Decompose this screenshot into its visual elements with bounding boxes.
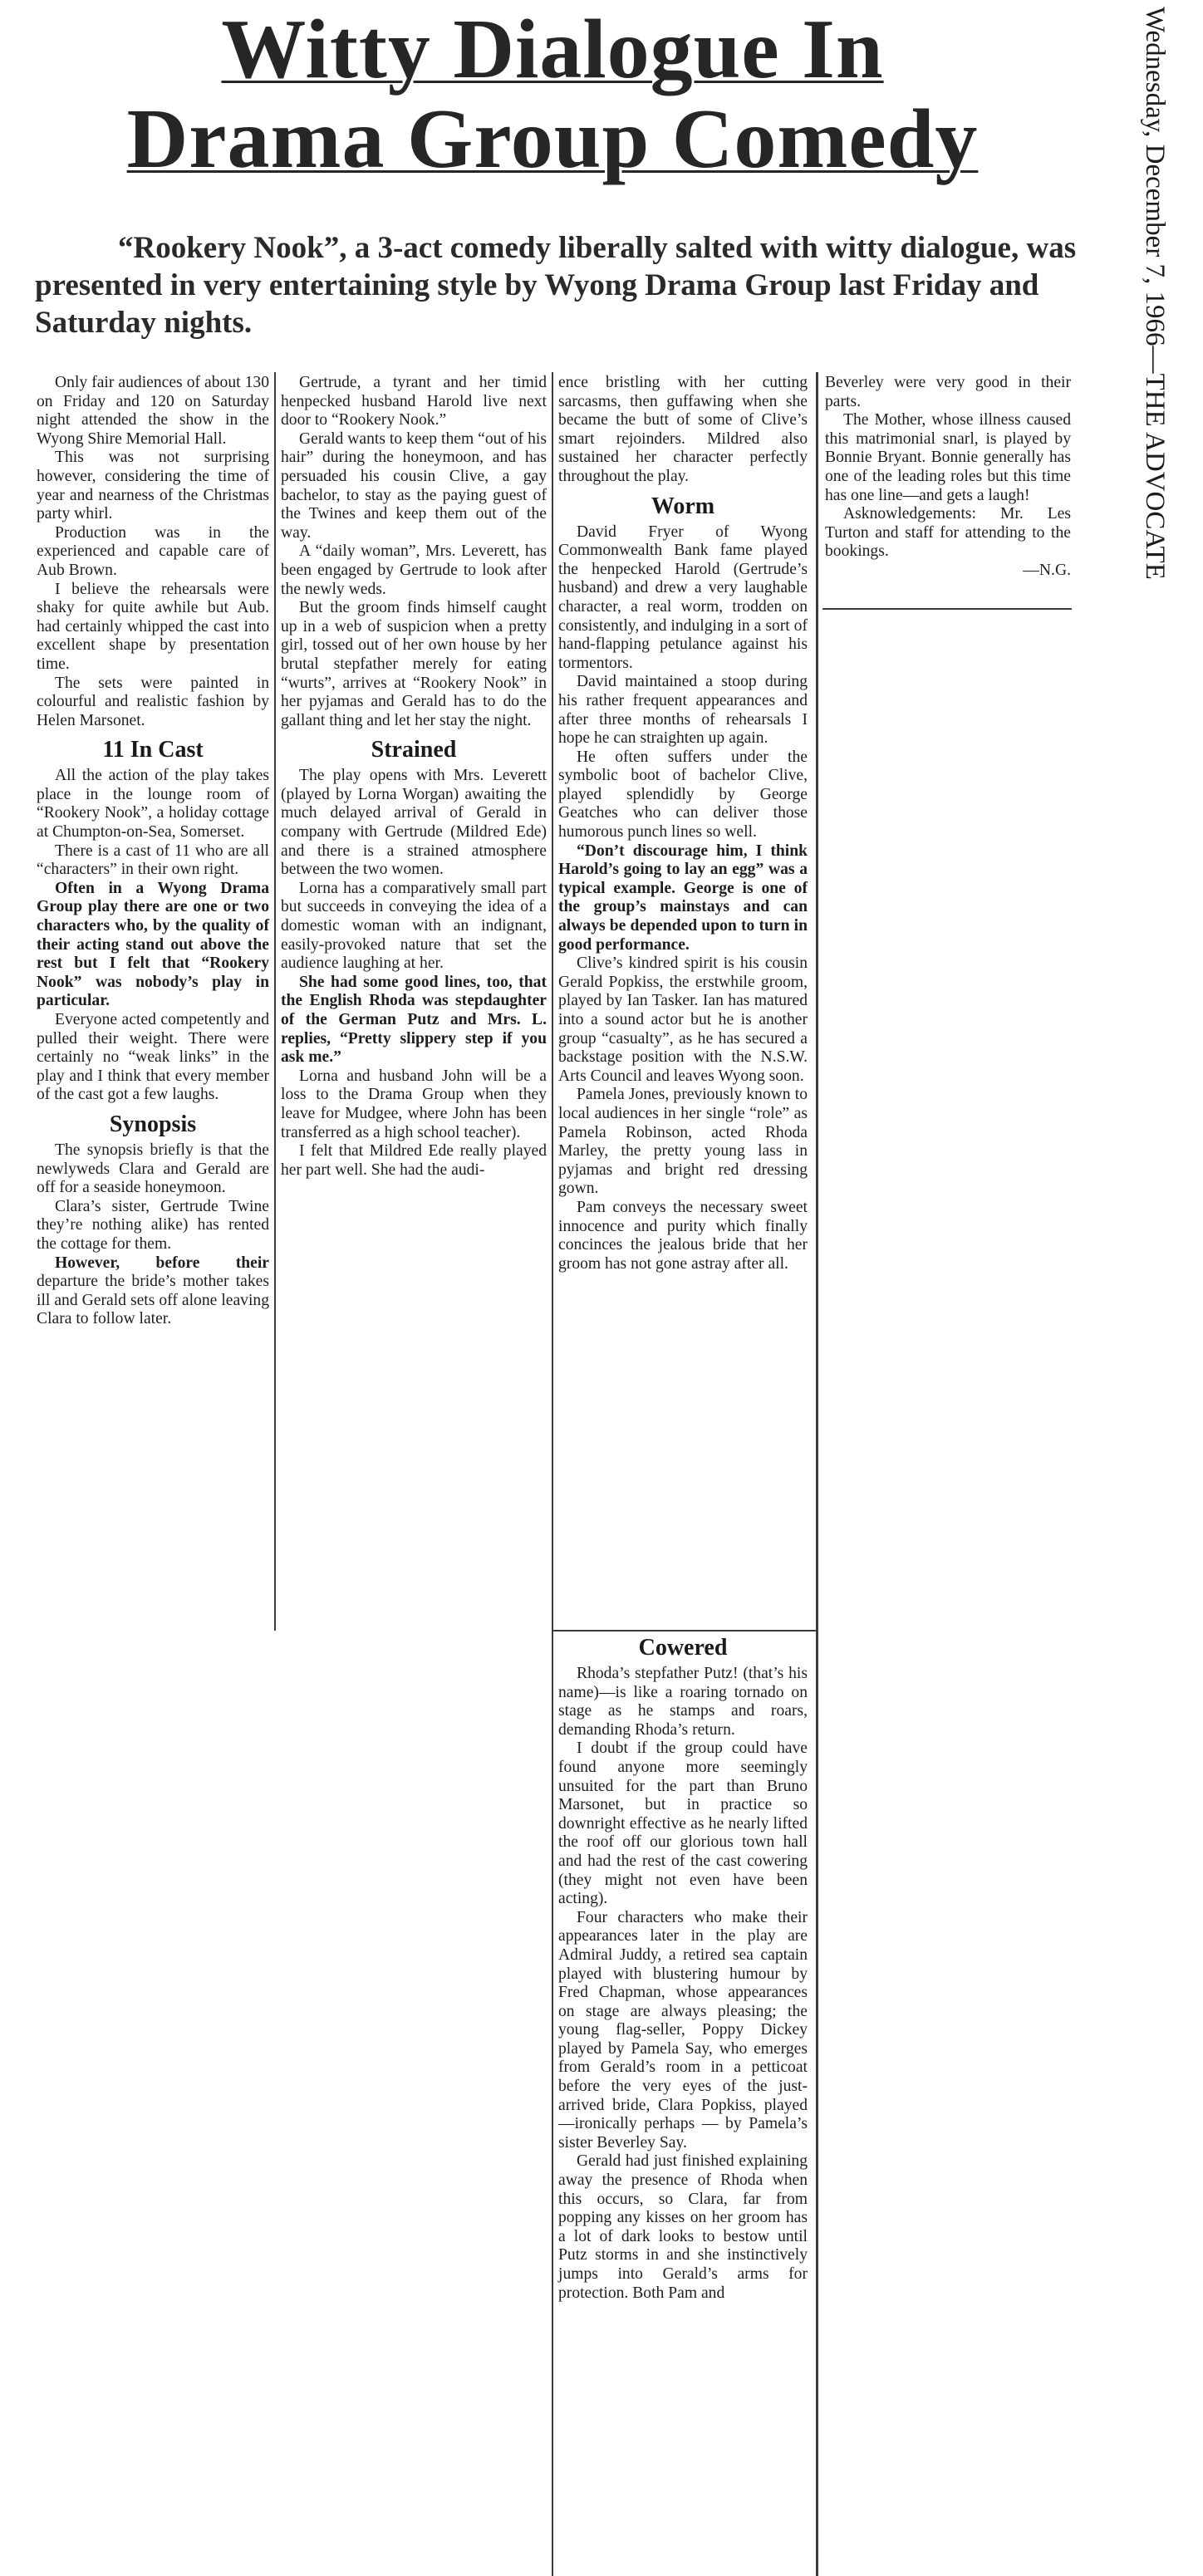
article-column-3: [558, 374, 808, 1273]
cowered-box-rule-right: [816, 1630, 818, 2576]
paragraph-rest: departure the bride’s mother takes ill and Gerald sets off alone leaving Clara to follow later.: [37, 1273, 269, 1328]
paragraph: Everyone acted competently and pulled their weight. There were certainly no “weak links” in the play and I think that every member of the cast got a few laughs.: [37, 1011, 269, 1104]
sidebar-dateline: Wednesday, December 7, 1966—THE ADVOCATE: [1140, 7, 1170, 580]
paragraph-bold: She had some good lines, too, that the English Rhoda was stepdaughter of the German Putz and Mrs. L. replies, “Pretty slippery step if you ask me.”: [281, 973, 547, 1067]
subheading-11-in-cast: 11 In Cast: [102, 737, 204, 763]
paragraph: But the groom finds himself caught up in a web of suspicion when a pretty girl, tossed out of her own house by her brutal stepfather merely for eating “wurts”, arrives at “Rookery Nook” in her pyjamas and Gerald has to do the gallant thing and let her stay the night.: [281, 599, 547, 729]
paragraph: Lorna and husband John will be a loss to the Drama Group when they leave for Mudgee, where John has been transferred as a high school teacher).: [281, 1067, 547, 1141]
headline-line-2: Drama Group Comedy: [126, 92, 979, 186]
subheading-strained: Strained: [371, 737, 457, 763]
deck-intro: “Rookery Nook”, a 3-act comedy liberally salted with witty dialogue, was presented in very entertaining style by Wyong Drama Group last Friday and Saturday nights.: [35, 231, 1077, 340]
cowered-box-rule-left: [552, 1630, 553, 2576]
paragraph: Gertrude, a tyrant and her timid henpecked husband Harold live next door to “Rookery Nook.”: [281, 374, 547, 429]
paragraph: Pamela Jones, previously known to local audiences in her single “role” as Pamela Robinson, acted Rhoda Marley, the pretty young lass in pyjamas and bright red dressing gown.: [558, 1086, 808, 1198]
paragraph: ence bristling with her cutting sarcasms, then guffawing when she became the butt of some of Clive’s smart rejoinders. Mildred also sustained her character perfectly throughout the play.: [558, 374, 808, 485]
paragraph: I felt that Mildred Ede really played her part well. She had the audi-: [281, 1142, 547, 1179]
subheading-synopsis: Synopsis: [109, 1111, 197, 1137]
paragraph: Clara’s sister, Gertrude Twine they’re nothing alike) has rented the cottage for them.: [37, 1197, 269, 1253]
paragraph: Gerald had just finished explaining away the presence of Rhoda when this occurs, so Clara, far from popping any kisses on her groom has a lot of dark looks to bestow until Putz storms in and she instinctively jumps into Gerald’s arms for protection. Both Pam and: [558, 2152, 808, 2302]
article-column-continuation: [558, 1635, 808, 2303]
paragraph: Beverley were very good in their parts.: [825, 374, 1071, 410]
paragraph: He often suffers under the symbolic boot of bachelor Clive, played splendidly by George Geatches who can deliver those humorous punch lines so well.: [558, 748, 808, 841]
paragraph: Asknowledgements: Mr. Les Turton and staff for attending to the bookings.: [825, 505, 1071, 561]
paragraph: Lorna has a comparatively small part but succeeds in conveying the idea of a domestic woman with an indignant, easily-provoked nature that set the audience laughing at her.: [281, 879, 547, 973]
paragraph: I doubt if the group could have found anyone more seemingly unsuited for the part than Bruno Marsonet, but in practice so downright effective as he nearly lifted the roof off our glorious town hall and had the rest of the cast cowering (they might not even have been acting).: [558, 1739, 808, 1908]
paragraph: David maintained a stoop during his rather frequent appearances and after three months of rehearsals I hope he can straighten up again.: [558, 673, 808, 748]
paragraph: The play opens with Mrs. Leverett (played by Lorna Worgan) awaiting the much delayed arrival of Gerald in company with Gertrude (Mildred Ede) and there is a strained atmosphere between the two women.: [281, 767, 547, 879]
paragraph: The synopsis briefly is that the newlyweds Clara and Gerald are off for a seaside honeymoon.: [37, 1141, 269, 1197]
paragraph: Four characters who make their appearances later in the play are Admiral Juddy, a retired sea captain played with blustering humour by Fred Chapman, whose appearances on stage are always pleasing; the young flag-seller, Poppy Dickey played by Pamela Say, who emerges from Gerald’s room in a petticoat before the very eyes of the just-arrived bride, Clara Popkiss, played—ironically perhaps — by Pamela’s sister Beverley Say.: [558, 1908, 808, 2152]
paragraph: Rhoda’s stepfather Putz! (that’s his name)—is like a roaring tornado on stage as he stamps and roars, demanding Rhoda’s return.: [558, 1665, 808, 1739]
column-rule-2: [552, 372, 553, 1631]
paragraph-bold: “Don’t discourage him, I think Harold’s going to lay an egg” was a typical example. George is one of the group’s mainstays and can always be depended upon to turn in good performance.: [558, 841, 808, 954]
paragraph: The sets were painted in colourful and realistic fashion by Helen Marsonet.: [37, 674, 269, 729]
paragraph: The Mother, whose illness caused this matrimonial snarl, is played by Bonnie Bryant. Bonnie generally has one of the leading roles but this time has one line—and gets a laugh!: [825, 411, 1071, 504]
article-column-1: [37, 374, 269, 1329]
headline: [25, 2, 1080, 186]
paragraph: David Fryer of Wyong Commonwealth Bank fame played the henpecked Harold (Gertrude’s husband) and drew a very laughable character, a real worm, trodden on consistently, and indulging in a sort of hand-flapping petulance against his tormentors.: [558, 523, 808, 672]
subheading-cowered: Cowered: [638, 1635, 728, 1661]
column-rule-4: [822, 608, 1072, 610]
paragraph: There is a cast of 11 who are all “characters” in their own right.: [37, 841, 269, 879]
paragraph: Pam conveys the necessary sweet innocence and purity which finally concinces the jealous bride that her groom has not gone astray after all.: [558, 1198, 808, 1273]
paragraph: Production was in the experienced and capable care of Aub Brown.: [37, 523, 269, 579]
bold-lead-in: However, before their: [55, 1254, 269, 1272]
cowered-box-rule-top: [552, 1630, 818, 1631]
paragraph: I believe the rehearsals were shaky for quite awhile but Aub. had certainly whipped the cast into excellent shape by presentation time.: [37, 580, 269, 673]
column-rule-3: [816, 372, 818, 1631]
paragraph: Only fair audiences of about 130 on Friday and 120 on Saturday night attended the show in the Wyong Shire Memorial Hall.: [37, 374, 269, 448]
subheading-worm: Worm: [651, 493, 715, 519]
paragraph: Gerald wants to keep them “out of his hair” during the honeymoon, and has persuaded his cousin Clive, a gay bachelor, to stay as the paying guest of the Twines and keep them out of the way.: [281, 429, 547, 542]
paragraph: This was not surprising however, considering the time of year and nearness of the Christmas party whirl.: [37, 449, 269, 523]
article-column-4: [825, 374, 1071, 581]
article-column-2: [281, 374, 547, 1180]
paragraph: [37, 1254, 269, 1329]
author-signature: —N.G.: [1023, 561, 1071, 579]
headline-line-1: Witty Dialogue In: [221, 2, 884, 96]
paragraph-bold: Often in a Wyong Drama Group play there are one or two characters who, by the quality of their acting stand out above the rest but I felt that “Rookery Nook” was nobody’s play in particular.: [37, 879, 269, 1010]
column-rule-1: [274, 372, 276, 1631]
paragraph: A “daily woman”, Mrs. Leverett, has been engaged by Gertrude to look after the newly weds.: [281, 542, 547, 598]
paragraph: Clive’s kindred spirit is his cousin Gerald Popkiss, the erstwhile groom, played by Ian Tasker. Ian has matured into a sound actor but he is another group “casualty”, as he has secured a backstage position with the N.S.W. Arts Council and leaves Wyong soon.: [558, 954, 808, 1085]
paragraph: All the action of the play takes place in the lounge room of “Rookery Nook”, a holiday cottage at Chumpton-on-Sea, Somerset.: [37, 767, 269, 841]
